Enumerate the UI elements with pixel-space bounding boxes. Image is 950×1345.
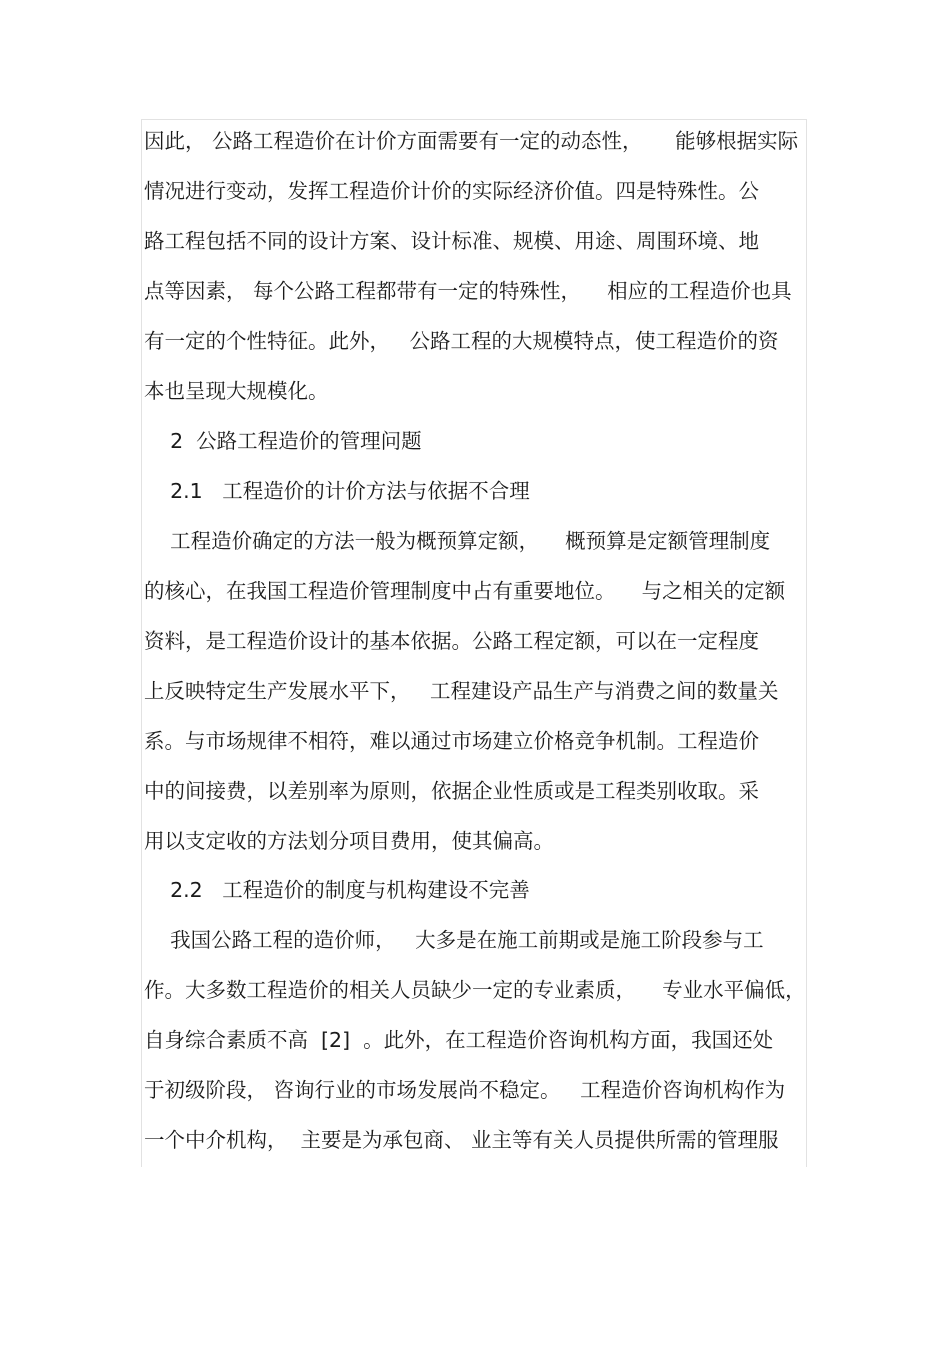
subsection-heading: 2.2 工程造价的制度与机构建设不完善: [144, 878, 530, 902]
section-heading: 2 公路工程造价的管理问题: [144, 429, 422, 453]
paragraph-line: 作。大多数工程造价的相关人员缺少一定的专业素质， 专业水平偏低，: [144, 978, 806, 1002]
paragraph-line: 自身综合素质不高 [2] 。此外，在工程造价咨询机构方面，我国还处: [144, 1028, 774, 1052]
paragraph-line: 因此， 公路工程造价在计价方面需要有一定的动态性， 能够根据实际: [144, 129, 799, 153]
paragraph-line: 中的间接费，以差别率为原则，依据企业性质或是工程类别收取。采: [144, 779, 759, 803]
paragraph-line: 的核心，在我国工程造价管理制度中占有重要地位。 与之相关的定额: [144, 579, 786, 603]
paragraph-line: 一个中介机构， 主要是为承包商、 业主等有关人员提供所需的管理服: [144, 1128, 779, 1152]
paragraph-line: 于初级阶段， 咨询行业的市场发展尚不稳定。 工程造价咨询机构作为: [144, 1078, 786, 1102]
paragraph-line: 有一定的个性特征。此外， 公路工程的大规模特点，使工程造价的资: [144, 329, 779, 353]
paragraph-line: 我国公路工程的造价师， 大多是在施工前期或是施工阶段参与工: [144, 928, 764, 952]
paragraph-line: 用以支定收的方法划分项目费用，使其偏高。: [144, 829, 554, 853]
paragraph-line: 情况进行变动，发挥工程造价计价的实际经济价值。四是特殊性。公: [144, 179, 759, 203]
paragraph-line: 点等因素， 每个公路工程都带有一定的特殊性， 相应的工程造价也具: [144, 279, 792, 303]
paragraph-line: 上反映特定生产发展水平下， 工程建设产品生产与消费之间的数量关: [144, 679, 779, 703]
subsection-heading: 2.1 工程造价的计价方法与依据不合理: [144, 479, 530, 503]
paragraph-line: 系。与市场规律不相符，难以通过市场建立价格竞争机制。工程造价: [144, 729, 759, 753]
paragraph-line: 资料，是工程造价设计的基本依据。公路工程定额，可以在一定程度: [144, 629, 759, 653]
paragraph-line: 工程造价确定的方法一般为概预算定额， 概预算是定额管理制度: [144, 529, 771, 553]
paragraph-line: 路工程包括不同的设计方案、设计标准、规模、用途、周围环境、地: [144, 229, 759, 253]
paragraph-line: 本也呈现大规模化。: [144, 379, 329, 403]
